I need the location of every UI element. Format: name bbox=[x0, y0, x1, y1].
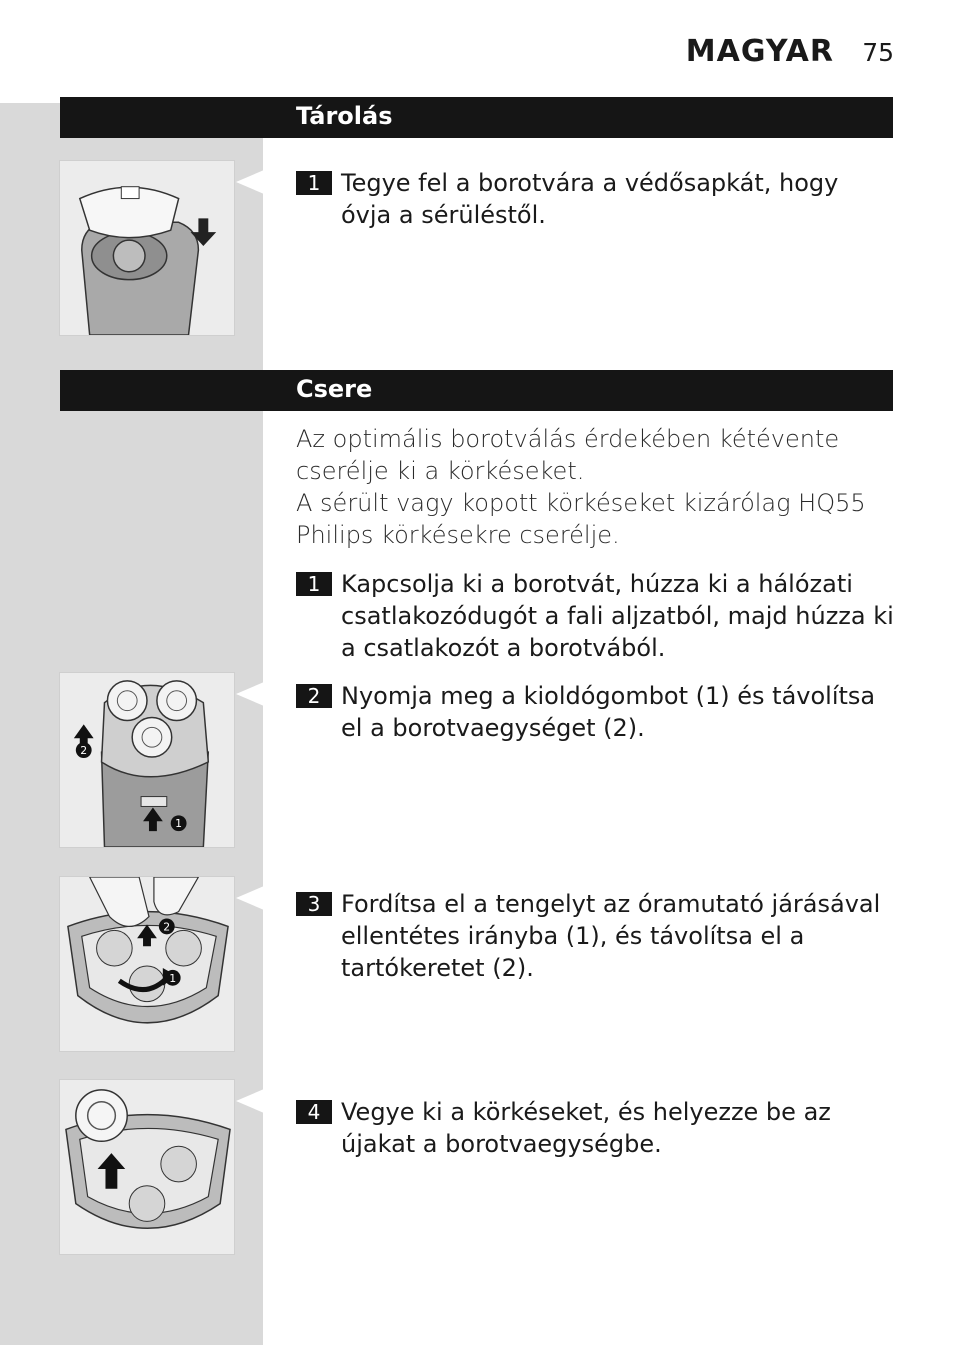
figure-release-button bbox=[59, 672, 235, 848]
step-number-badge: 1 bbox=[296, 171, 332, 195]
step-text: Fordítsa el a tengelyt az óramutató járásával ellentétes irányba (1), és távolítsa el a tartókeretet (2). bbox=[341, 890, 881, 982]
label-step-1: 1 bbox=[175, 817, 183, 831]
label-step-2: 2 bbox=[163, 920, 171, 934]
intro-paragraph: A sérült vagy kopott körkéseket kizárólag HQ55 Philips körkésekre cserélje. bbox=[296, 489, 866, 549]
figure-protection-cap bbox=[59, 160, 235, 336]
step-text: Nyomja meg a kioldógombot (1) és távolítsa el a borotvaegységet (2). bbox=[341, 682, 876, 742]
step-text: Tegye fel a borotvára a védősapkát, hogy óvja a sérüléstől. bbox=[341, 169, 839, 229]
figure-retaining-frame bbox=[59, 876, 235, 1052]
replacement-intro bbox=[296, 423, 876, 551]
shaver-frame-illustration bbox=[60, 877, 234, 1051]
replacement-step-1 bbox=[296, 568, 896, 664]
figure-pointer bbox=[236, 170, 264, 194]
section-header-replacement bbox=[60, 370, 893, 411]
label-step-1: 1 bbox=[169, 971, 177, 985]
label-step-2: 2 bbox=[80, 744, 88, 758]
step-number-badge: 4 bbox=[296, 1100, 332, 1124]
section-title-storage: Tárolás bbox=[296, 102, 393, 130]
replacement-step-4 bbox=[296, 1096, 896, 1160]
figure-pointer bbox=[236, 682, 264, 706]
section-header-storage bbox=[60, 97, 893, 138]
storage-step-1 bbox=[296, 167, 896, 231]
step-number-badge: 3 bbox=[296, 892, 332, 916]
shaver-release-illustration bbox=[60, 673, 234, 847]
figure-cutting-units bbox=[59, 1079, 235, 1255]
step-number-badge: 1 bbox=[296, 572, 332, 596]
step-text: Vegye ki a körkéseket, és helyezze be az újakat a borotvaegységbe. bbox=[341, 1098, 831, 1158]
step-number-badge: 2 bbox=[296, 684, 332, 708]
section-title-replacement: Csere bbox=[296, 375, 373, 403]
replacement-step-2 bbox=[296, 680, 896, 744]
intro-paragraph: Az optimális borotválás érdekében kétévente cserélje ki a körkéseket. bbox=[296, 425, 840, 485]
shaver-cap-illustration bbox=[60, 161, 234, 335]
shaver-cutters-illustration bbox=[60, 1080, 234, 1254]
language-title: MAGYAR bbox=[685, 34, 834, 69]
step-text: Kapcsolja ki a borotvát, húzza ki a hálózati csatlakozódugót a fali aljzatból, majd húzza ki a csatlakozót a borotvából. bbox=[341, 570, 894, 662]
replacement-step-3 bbox=[296, 888, 896, 984]
page-number: 75 bbox=[862, 38, 894, 67]
figure-pointer bbox=[236, 1089, 264, 1113]
figure-pointer bbox=[236, 886, 264, 910]
